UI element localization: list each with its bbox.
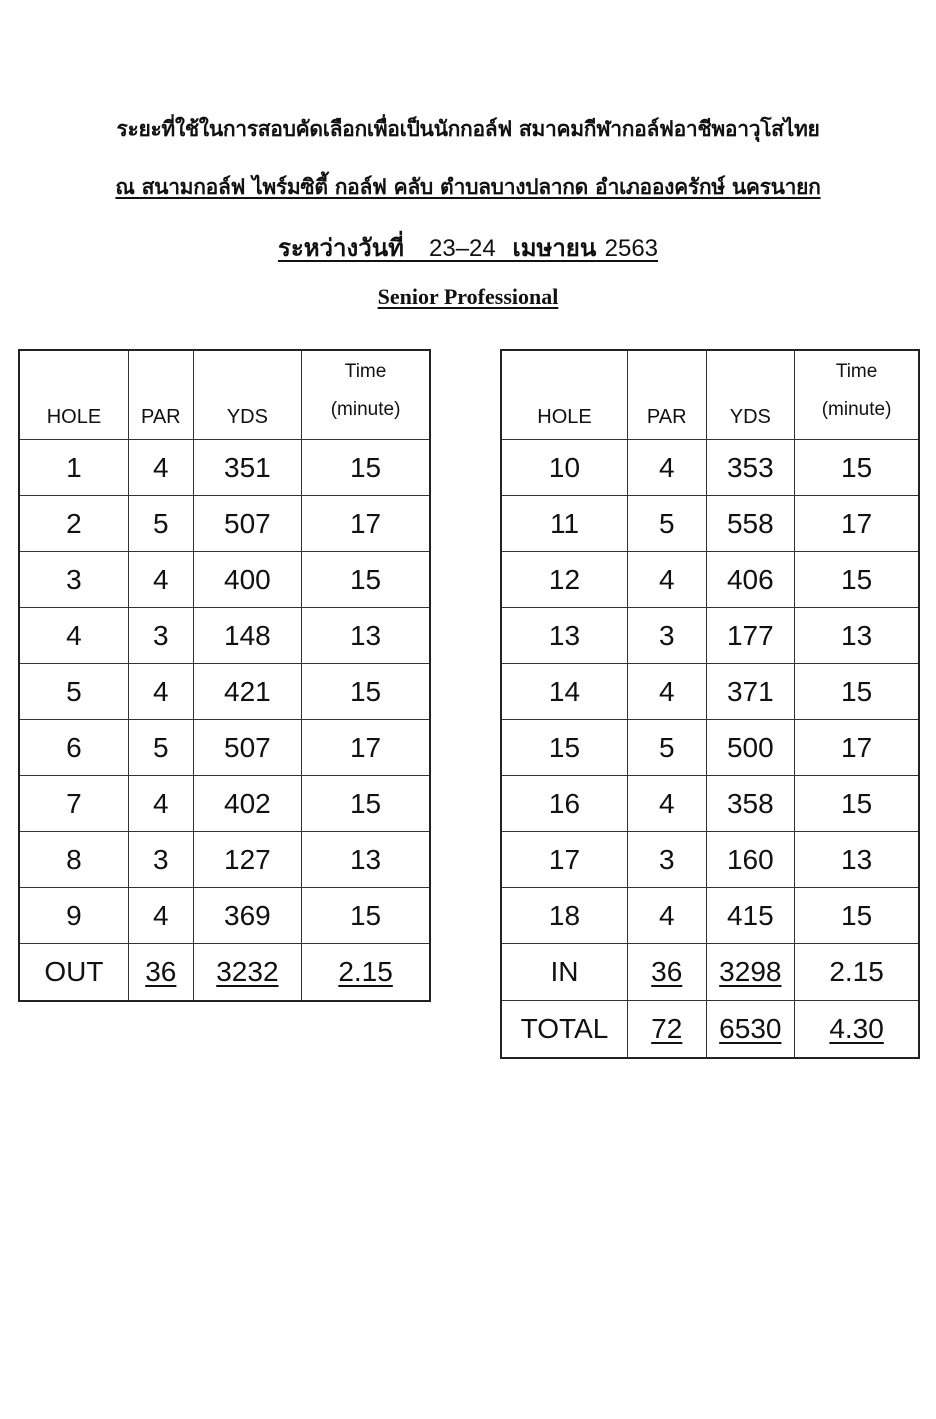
table-row [19,832,430,888]
heading-line-2 [0,171,936,204]
yds: 353 [706,440,795,496]
time: 15 [302,440,430,496]
par: 3 [128,608,193,664]
table-row [501,608,919,664]
out-par [128,944,193,1002]
hole: 18 [501,888,628,944]
yds: 358 [706,776,795,832]
yds: 177 [706,608,795,664]
col-time [795,350,919,440]
hole: 14 [501,664,628,720]
table-row [501,888,919,944]
front-nine-table [18,349,431,1002]
col-time [302,350,430,440]
yds: 402 [193,776,301,832]
table-row [501,720,919,776]
hole: 15 [501,720,628,776]
out-yds [193,944,301,1002]
out-time [302,944,430,1002]
time: 17 [795,496,919,552]
col-yds: YDS [193,350,301,440]
in-label: IN [501,944,628,1001]
heading-line-1: ระยะที่ใช้ในการสอบคัดเลือกเพื่อเป็นนักกอล์ฟ สมาคมกีฬากอล์ฟอาชีพอาวุโสไทย [116,116,820,141]
par: 4 [128,552,193,608]
time: 15 [795,440,919,496]
col-time-line2: (minute) [330,399,401,420]
table-row [19,552,430,608]
date-text [278,233,658,262]
par: 4 [128,776,193,832]
table-row [19,608,430,664]
table-row [19,664,430,720]
yds: 421 [193,664,301,720]
yds: 127 [193,832,301,888]
date-month: เมษายน [512,233,597,262]
time: 13 [795,608,919,664]
total-yds-value: 6530 [719,1013,782,1044]
par: 3 [628,832,707,888]
time: 15 [795,552,919,608]
hole: 3 [19,552,128,608]
hole: 13 [501,608,628,664]
col-time-line1: Time [344,361,387,382]
category-title [0,284,936,310]
total-par [628,1001,707,1059]
time: 13 [302,832,430,888]
header-row [19,350,430,440]
hole: 1 [19,440,128,496]
date-label: ระหว่างวันที่ [277,233,404,262]
table-row [501,832,919,888]
table-row [501,496,919,552]
venue-text: ณ สนามกอล์ฟ ไพร์มซิตี้ กอล์ฟ คลับ ตำบลบางปลากด อำเภอองครักษ์ นครนายก [115,174,821,199]
hole: 8 [19,832,128,888]
time: 15 [302,664,430,720]
total-yds [706,1001,795,1059]
table-row [19,440,430,496]
par: 4 [128,664,193,720]
time: 15 [302,888,430,944]
hole: 6 [19,720,128,776]
table-row [19,496,430,552]
out-row [19,944,430,1002]
table-row [501,664,919,720]
col-time-line1: Time [835,361,878,382]
date-year: 2563 [604,235,659,262]
yds: 148 [193,608,301,664]
time: 15 [795,664,919,720]
in-yds [706,944,795,1001]
hole: 2 [19,496,128,552]
yds: 369 [193,888,301,944]
col-par: PAR [628,350,707,440]
yds: 400 [193,552,301,608]
table-row [501,440,919,496]
time: 15 [302,552,430,608]
in-yds-value: 3298 [719,956,782,987]
hole: 4 [19,608,128,664]
in-par [628,944,707,1001]
table-row [501,552,919,608]
time: 15 [795,776,919,832]
hole: 9 [19,888,128,944]
par: 4 [128,888,193,944]
par: 4 [628,888,707,944]
out-label: OUT [19,944,128,1002]
par: 4 [628,776,707,832]
par: 4 [628,552,707,608]
yds: 406 [706,552,795,608]
back-nine-table [500,349,920,1059]
hole: 7 [19,776,128,832]
yds: 351 [193,440,301,496]
hole: 12 [501,552,628,608]
category-text: Senior Professional [377,284,559,309]
date-range: 23–24 [429,235,496,262]
total-time [795,1001,919,1059]
total-row [501,1001,919,1059]
total-par-value: 72 [651,1013,683,1044]
time: 17 [302,720,430,776]
out-par-value: 36 [145,956,177,987]
yds: 415 [706,888,795,944]
col-yds: YDS [706,350,795,440]
yds: 371 [706,664,795,720]
par: 5 [128,720,193,776]
par: 5 [628,720,707,776]
yds: 507 [193,496,301,552]
time: 13 [302,608,430,664]
par: 3 [628,608,707,664]
par: 5 [628,496,707,552]
par: 4 [628,440,707,496]
in-time: 2.15 [795,944,919,1001]
par: 3 [128,832,193,888]
hole: 11 [501,496,628,552]
header-row [501,350,919,440]
yds: 507 [193,720,301,776]
table-row [501,776,919,832]
col-hole: HOLE [19,350,128,440]
out-yds-value: 3232 [216,956,279,987]
hole: 5 [19,664,128,720]
hole: 10 [501,440,628,496]
yds: 160 [706,832,795,888]
in-par-value: 36 [651,956,683,987]
time: 17 [302,496,430,552]
table-row [19,720,430,776]
time: 17 [795,720,919,776]
par: 4 [128,440,193,496]
par: 4 [628,664,707,720]
par: 5 [128,496,193,552]
total-label: TOTAL [501,1001,628,1059]
table-row [19,776,430,832]
out-time-value: 2.15 [338,956,393,987]
time: 13 [795,832,919,888]
hole: 17 [501,832,628,888]
col-hole: HOLE [501,350,628,440]
col-par: PAR [128,350,193,440]
in-row [501,944,919,1001]
total-time-value: 4.30 [829,1013,884,1044]
col-time-line2: (minute) [821,399,892,420]
yds: 558 [706,496,795,552]
hole: 16 [501,776,628,832]
table-row [19,888,430,944]
time: 15 [795,888,919,944]
date-line [0,228,936,267]
yds: 500 [706,720,795,776]
time: 15 [302,776,430,832]
